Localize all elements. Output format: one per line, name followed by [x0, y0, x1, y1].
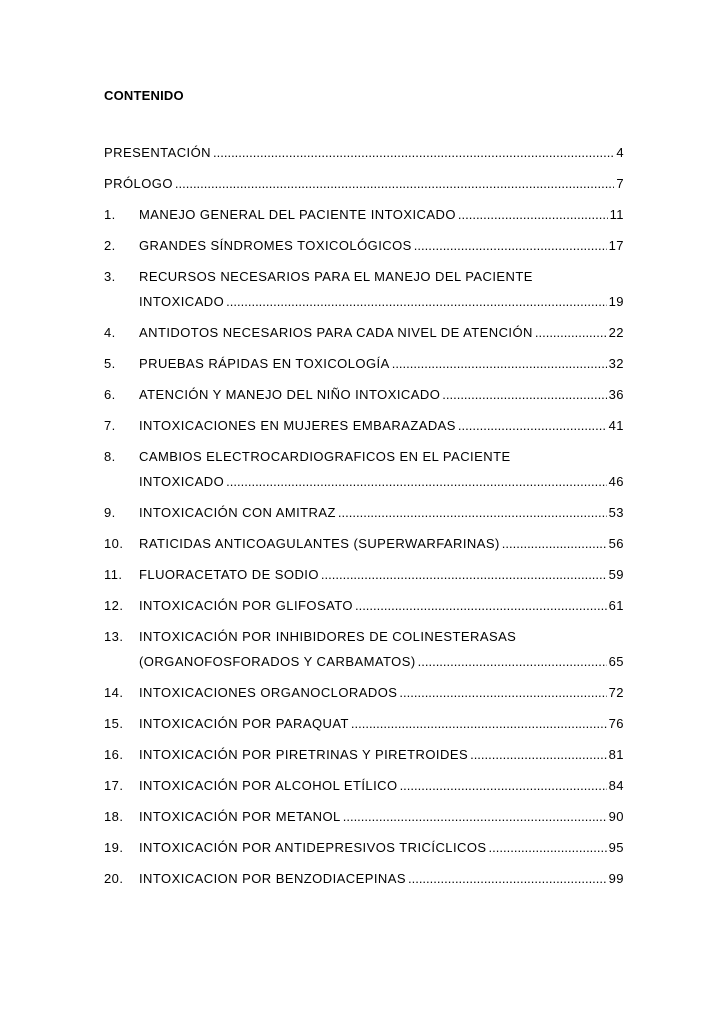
- toc-entry-line: [139, 500, 624, 525]
- toc-entry: [104, 624, 624, 674]
- toc-entry: [104, 680, 624, 705]
- toc-entry-number: 6.: [104, 387, 116, 402]
- toc-entry-number: 11.: [104, 567, 123, 582]
- toc-entry-title: INTOXICACIÓN POR ANTIDEPRESIVOS TRICÍCLICOS: [139, 840, 487, 855]
- toc-entry-line: [139, 835, 624, 860]
- toc-entry-page-number: 17: [608, 238, 624, 253]
- table-of-contents: [104, 140, 624, 897]
- toc-entry-number: 3.: [104, 269, 116, 284]
- toc-entry-page-number: 84: [608, 778, 624, 793]
- toc-entry: [104, 140, 624, 165]
- toc-entry-page-number: 81: [608, 747, 624, 762]
- toc-entry: [104, 773, 624, 798]
- toc-entry: [104, 593, 624, 618]
- toc-entry-number: 2.: [104, 238, 116, 253]
- toc-entry-title: RATICIDAS ANTICOAGULANTES (SUPERWARFARINAS): [139, 536, 500, 551]
- toc-entry: [104, 742, 624, 767]
- toc-entry-title: INTOXICACIÓN CON AMITRAZ: [139, 505, 336, 520]
- toc-heading: CONTENIDO: [104, 88, 184, 103]
- toc-entry-page-number: 95: [608, 840, 624, 855]
- toc-entry-number: 1.: [104, 207, 116, 222]
- toc-entry-line: [139, 773, 624, 798]
- dot-leader: [535, 320, 607, 345]
- toc-entry-number: 16.: [104, 747, 124, 762]
- toc-entry-line: [139, 469, 624, 494]
- toc-entry-line: [139, 649, 624, 674]
- toc-entry-title: INTOXICACION POR BENZODIACEPINAS: [139, 871, 406, 886]
- toc-entry-number: 13.: [104, 629, 124, 644]
- toc-entry-line: [139, 413, 624, 438]
- dot-leader: [355, 593, 607, 618]
- toc-entry-page-number: 19: [608, 294, 624, 309]
- dot-leader: [442, 382, 606, 407]
- toc-entry: [104, 264, 624, 314]
- dot-leader: [458, 202, 608, 227]
- toc-entry-number: 5.: [104, 356, 116, 371]
- toc-entry: [104, 320, 624, 345]
- toc-entry-page-number: 36: [608, 387, 624, 402]
- dot-leader: [226, 469, 606, 494]
- dot-leader: [400, 773, 607, 798]
- toc-entry: [104, 382, 624, 407]
- toc-entry: [104, 444, 624, 494]
- toc-entry: [104, 500, 624, 525]
- toc-entry-title: FLUORACETATO DE SODIO: [139, 567, 319, 582]
- dot-leader: [470, 742, 607, 767]
- toc-entry-title: PRÓLOGO: [104, 176, 173, 191]
- toc-entry-number: 10.: [104, 536, 124, 551]
- toc-entry: [104, 351, 624, 376]
- toc-entry-page-number: 53: [608, 505, 624, 520]
- toc-entry-page-number: 90: [608, 809, 624, 824]
- toc-entry-title: INTOXICACIÓN POR INHIBIDORES DE COLINESTERASAS: [139, 629, 517, 644]
- toc-entry-number: 14.: [104, 685, 124, 700]
- dot-leader: [175, 171, 614, 196]
- toc-entry-line: [139, 531, 624, 556]
- toc-entry-line: [104, 140, 624, 165]
- toc-entry-page-number: 11: [609, 207, 624, 222]
- dot-leader: [418, 649, 607, 674]
- toc-entry-line: [104, 171, 624, 196]
- toc-entry-title: PRESENTACIÓN: [104, 145, 212, 160]
- toc-entry-title: INTOXICACIÓN POR PARAQUAT: [139, 716, 349, 731]
- toc-entry-line: [139, 562, 624, 587]
- toc-entry-title: INTOXICACIONES ORGANOCLORADOS: [139, 685, 398, 700]
- toc-entry-page-number: 65: [608, 654, 624, 669]
- dot-leader: [408, 866, 607, 891]
- toc-entry-page-number: 32: [608, 356, 624, 371]
- toc-entry: [104, 804, 624, 829]
- toc-entry-line: [139, 351, 624, 376]
- toc-entry-title: INTOXICACIONES EN MUJERES EMBARAZADAS: [139, 418, 456, 433]
- toc-entry-line: [139, 804, 624, 829]
- toc-entry-title: INTOXICACIÓN POR ALCOHOL ETÍLICO: [139, 778, 398, 793]
- toc-entry-number: 19.: [104, 840, 124, 855]
- dot-leader: [458, 413, 607, 438]
- toc-entry-line: [139, 320, 624, 345]
- toc-entry-page-number: 99: [608, 871, 624, 886]
- dot-leader: [213, 140, 614, 165]
- toc-entry-page-number: 56: [608, 536, 624, 551]
- toc-entry: [104, 531, 624, 556]
- dot-leader: [351, 711, 607, 736]
- toc-entry-line: [139, 202, 624, 227]
- toc-entry-line: [139, 289, 624, 314]
- toc-entry: [104, 866, 624, 891]
- dot-leader: [502, 531, 607, 556]
- dot-leader: [414, 233, 607, 258]
- toc-entry-number: 12.: [104, 598, 124, 613]
- toc-entry-line: [139, 680, 624, 705]
- toc-entry-line: [139, 742, 624, 767]
- toc-entry-line: [139, 382, 624, 407]
- toc-entry-title: PRUEBAS RÁPIDAS EN TOXICOLOGÍA: [139, 356, 390, 371]
- toc-entry-number: 20.: [104, 871, 124, 886]
- dot-leader: [338, 500, 607, 525]
- toc-entry-number: 7.: [104, 418, 116, 433]
- toc-entry-number: 17.: [104, 778, 124, 793]
- toc-entry: [104, 233, 624, 258]
- dot-leader: [392, 351, 607, 376]
- toc-entry-title: GRANDES SÍNDROMES TOXICOLÓGICOS: [139, 238, 412, 253]
- toc-entry-page-number: 72: [608, 685, 624, 700]
- toc-entry-page-number: 59: [608, 567, 624, 582]
- dot-leader: [399, 680, 606, 705]
- toc-entry-line: [139, 866, 624, 891]
- toc-entry-title: INTOXICACIÓN POR PIRETRINAS Y PIRETROIDES: [139, 747, 469, 762]
- toc-entry: [104, 413, 624, 438]
- toc-entry-title-continuation: INTOXICADO: [139, 474, 225, 489]
- toc-entry-number: 9.: [104, 505, 116, 520]
- toc-entry-page-number: 46: [608, 474, 624, 489]
- toc-entry: [104, 562, 624, 587]
- dot-leader: [226, 289, 606, 314]
- toc-entry-page-number: 22: [608, 325, 624, 340]
- toc-entry-title: RECURSOS NECESARIOS PARA EL MANEJO DEL PACIENTE: [139, 269, 533, 284]
- toc-entry-number: 15.: [104, 716, 124, 731]
- dot-leader: [321, 562, 607, 587]
- toc-entry-title: CAMBIOS ELECTROCARDIOGRAFICOS EN EL PACIENTE: [139, 449, 511, 464]
- toc-entry-title: ATENCIÓN Y MANEJO DEL NIÑO INTOXICADO: [139, 387, 441, 402]
- toc-entry-title: INTOXICACIÓN POR METANOL: [139, 809, 341, 824]
- toc-entry-page-number: 7: [616, 176, 624, 191]
- toc-entry-number: 18.: [104, 809, 124, 824]
- toc-entry-title: ANTIDOTOS NECESARIOS PARA CADA NIVEL DE ATENCIÓN: [139, 325, 533, 340]
- toc-entry-page-number: 41: [608, 418, 624, 433]
- toc-entry-page-number: 61: [608, 598, 624, 613]
- toc-entry: [104, 711, 624, 736]
- dot-leader: [489, 835, 607, 860]
- toc-entry-line: [139, 711, 624, 736]
- toc-entry-page-number: 4: [616, 145, 624, 160]
- toc-entry-page-number: 76: [608, 716, 624, 731]
- toc-entry-title-continuation: (ORGANOFOSFORADOS Y CARBAMATOS): [139, 654, 416, 669]
- toc-entry-number: 4.: [104, 325, 116, 340]
- toc-entry: [104, 171, 624, 196]
- toc-entry: [104, 202, 624, 227]
- dot-leader: [343, 804, 607, 829]
- toc-entry-line: [139, 593, 624, 618]
- toc-entry-title-continuation: INTOXICADO: [139, 294, 225, 309]
- toc-entry-title: INTOXICACIÓN POR GLIFOSATO: [139, 598, 353, 613]
- toc-entry-title: MANEJO GENERAL DEL PACIENTE INTOXICADO: [139, 207, 456, 222]
- toc-entry: [104, 835, 624, 860]
- toc-entry-number: 8.: [104, 449, 116, 464]
- toc-entry-line: [139, 233, 624, 258]
